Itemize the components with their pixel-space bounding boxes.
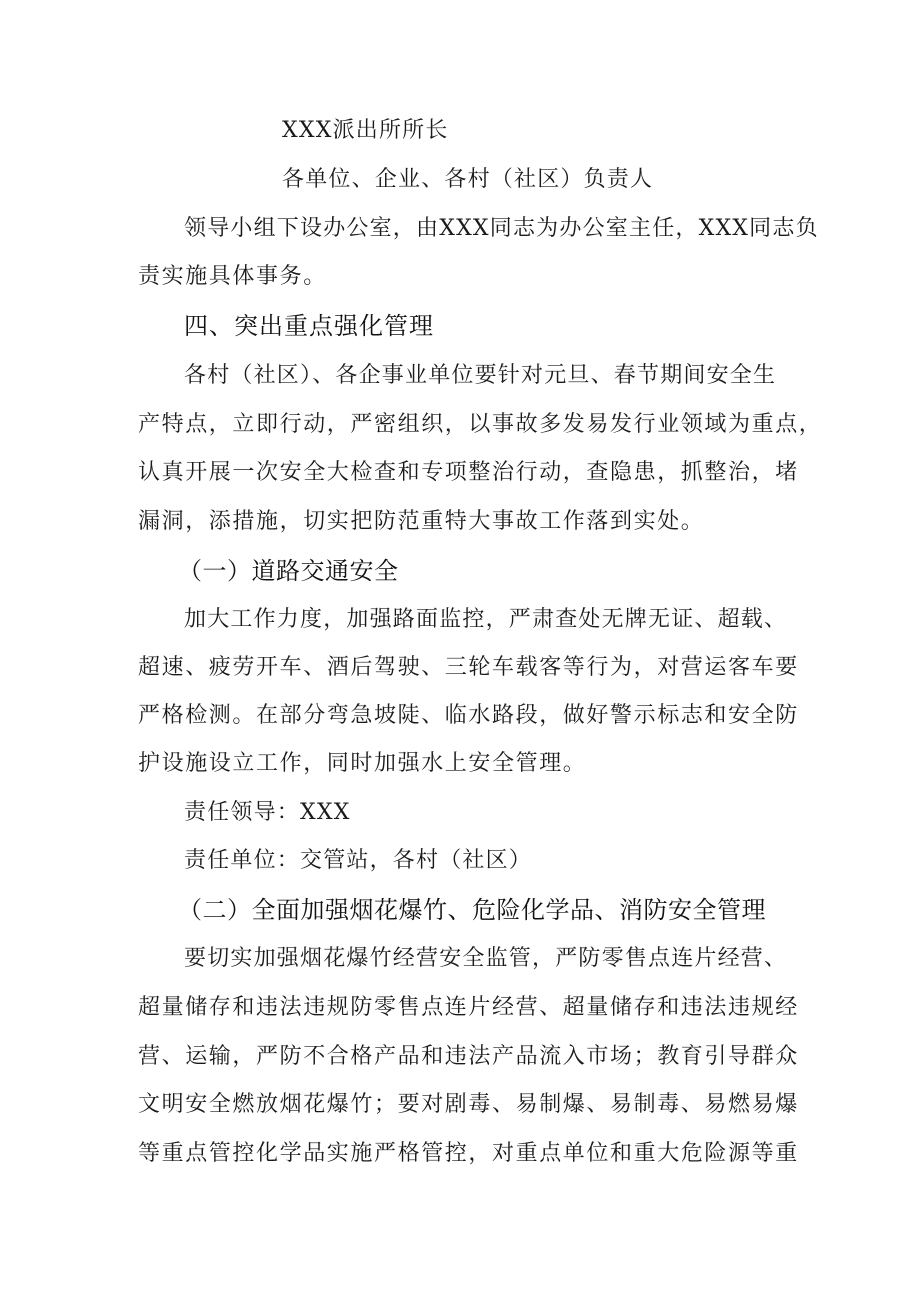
subsection-1-paragraph-line-1: 加大工作力度，加强路面监控，严肃查处无牌无证、超载、 (184, 607, 788, 632)
section-4-paragraph-line-4: 漏洞，添措施，切实把防范重特大事故工作落到实处。 (138, 509, 705, 534)
subsection-2-paragraph-line-2: 超量储存和违法违规防零售点连片经营、超量储存和违法违规经 (138, 995, 799, 1020)
subsection-2-title: （二）全面加强烟花爆竹、危险化学品、消防安全管理 (178, 896, 766, 924)
subsection-1-paragraph-line-2: 超速、疲劳开车、酒后驾驶、三轮车载客等行为，对营运客车要 (138, 655, 799, 680)
section-4-title: 四、突出重点强化管理 (184, 312, 434, 340)
section-4-paragraph-line-2: 产特点，立即行动，严密组织，以事故多发易发行业领域为重点， (138, 412, 823, 437)
subsection-1-paragraph-line-4: 护设施设立工作，同时加强水上安全管理。 (138, 751, 587, 776)
office-paragraph-line-1: 领导小组下设办公室，由XXX同志为办公室主任，XXX同志负 (184, 216, 819, 241)
leader-line-police-chief: XXX派出所所长 (282, 118, 449, 143)
subsection-2-paragraph-line-4: 文明安全燃放烟花爆竹；要对剧毒、易制爆、易制毒、易燃易爆 (138, 1092, 799, 1117)
subsection-2-paragraph-line-1: 要切实加强烟花爆竹经营安全监管，严防零售点连片经营、 (184, 946, 788, 971)
subsection-2-paragraph-line-5: 等重点管控化学品实施严格管控，对重点单位和重大危险源等重 (138, 1141, 799, 1166)
subsection-1-responsible-leader: 责任领导：XXX (184, 800, 351, 825)
section-4-paragraph-line-1: 各村（社区）、各企事业单位要针对元旦、春节期间安全生 (184, 363, 777, 388)
subsection-1-responsible-unit: 责任单位：交管站，各村（社区） (184, 848, 533, 873)
subsection-1-paragraph-line-3: 严格检测。在部分弯急坡陡、临水路段，做好警示标志和安全防 (138, 703, 799, 728)
office-paragraph-line-2: 责实施具体事务。 (138, 264, 327, 289)
subsection-1-title: （一）道路交通安全 (178, 557, 399, 585)
subsection-2-paragraph-line-3: 营、运输，严防不合格产品和违法产品流入市场；教育引导群众 (138, 1044, 799, 1069)
leader-line-unit-heads: 各单位、企业、各村（社区）负责人 (282, 167, 654, 192)
section-4-paragraph-line-3: 认真开展一次安全大检查和专项整治行动，查隐患，抓整治，堵 (138, 460, 799, 485)
